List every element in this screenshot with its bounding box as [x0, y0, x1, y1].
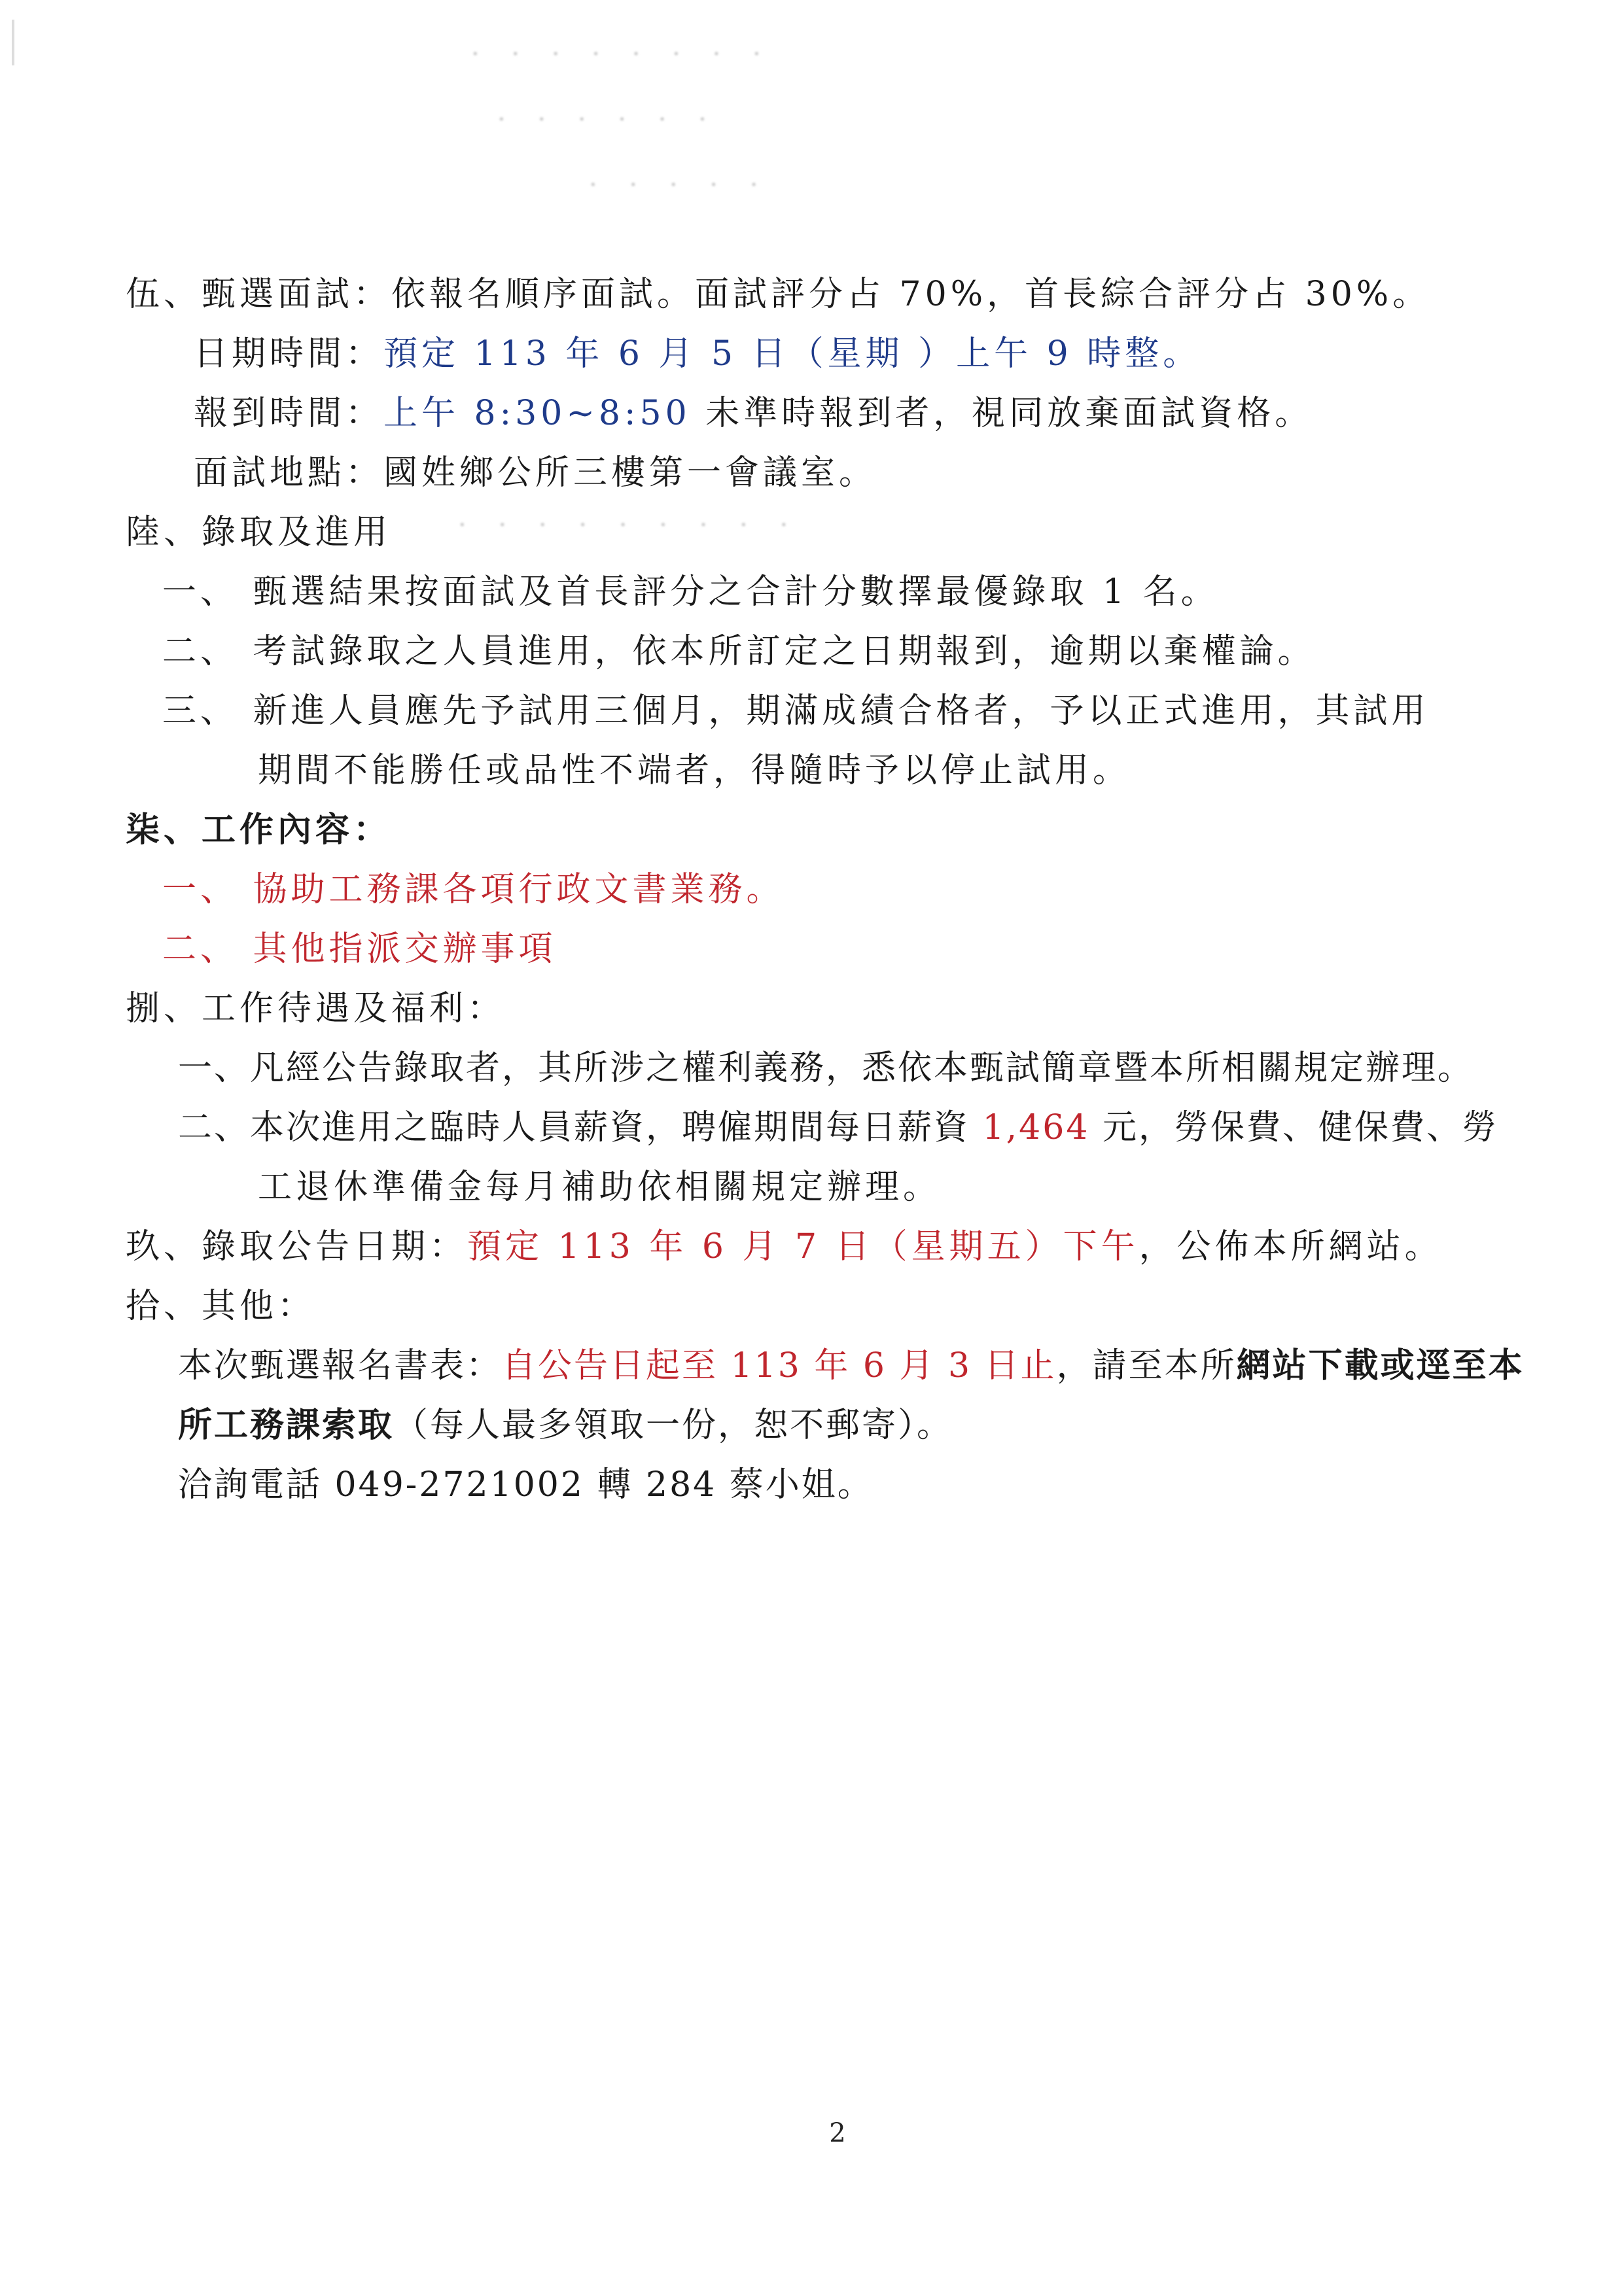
- section-shi-heading: 拾、其他：: [126, 1287, 316, 1326]
- qi-item-1: 一、 協助工務課各項行政文書業務。: [162, 870, 785, 909]
- lu-item-3: 三、 新進人員應先予試用三個月，期滿成績合格者，予以正式進用，其試用: [162, 691, 1430, 731]
- application-form-label: 本次甄選報名書表：: [178, 1346, 503, 1385]
- announcement-date-tail: ，公佈本所網站。: [1139, 1227, 1443, 1266]
- ba-item-2-prefix: 二、本次進用之臨時人員薪資，聘僱期間每日薪資: [178, 1108, 970, 1147]
- lu-item-2: 二、 考試錄取之人員進用，依本所訂定之日期報到，逾期以棄權論。: [162, 632, 1316, 671]
- ba-item-1: 一、凡經公告錄取者，其所涉之權利義務，悉依本甄試簡章暨本所相關規定辦理。: [178, 1049, 1474, 1088]
- contact-phone: 洽詢電話 049-2721002 轉 284 蔡小姐。: [178, 1465, 874, 1505]
- application-form-line: [178, 1342, 1525, 1389]
- lu-item-3-continued: 期間不能勝任或品性不端者，得隨時予以停止試用。: [258, 751, 1131, 790]
- daily-salary-amount: 1,464: [982, 1108, 1090, 1147]
- interview-date-label: 日期時間：: [194, 334, 384, 374]
- ba-item-2: [178, 1104, 1498, 1151]
- report-time-line: [194, 390, 1313, 437]
- bleed-through-mark: · · · · ·: [589, 170, 770, 200]
- qi-item-2: 二、 其他指派交辦事項: [162, 930, 557, 969]
- application-form-source: 網站下載或逕至本: [1236, 1346, 1525, 1385]
- bleed-through-mark: · · · · · ·: [497, 105, 718, 135]
- interview-location: 面試地點：國姓鄉公所三樓第一會議室。: [194, 453, 877, 493]
- report-time-label: 報到時間：: [194, 394, 384, 433]
- application-form-note: （每人最多領取一份，恕不郵寄）。: [394, 1406, 953, 1445]
- scan-edge-mark: [12, 20, 14, 65]
- interview-date-line: [194, 330, 1201, 377]
- section-jiu-line: [126, 1223, 1443, 1270]
- application-form-office: 所工務課索取: [178, 1405, 395, 1445]
- application-form-line-2: [178, 1402, 953, 1449]
- lu-item-1: 一、 甄選結果按面試及首長評分之合計分數擇最優錄取 1 名。: [162, 572, 1219, 612]
- bleed-through-mark: · · · · · · · · ·: [458, 510, 800, 540]
- section-lu-heading: 陸、錄取及進用: [126, 513, 392, 552]
- section-ba-heading: 捌、工作待遇及福利：: [126, 989, 506, 1028]
- announcement-date-value: 預定 113 年 6 月 7 日（星期五）下午: [467, 1227, 1139, 1266]
- application-form-mid: ，請至本所: [1056, 1346, 1237, 1385]
- report-time-note: 未準時報到者，視同放棄面試資格。: [705, 394, 1313, 433]
- bleed-through-mark: · · · · · · · ·: [471, 39, 773, 69]
- announcement-date-label: 玖、錄取公告日期：: [126, 1227, 468, 1266]
- application-period: 自公告日起至 113 年 6 月 3 日止: [502, 1346, 1057, 1385]
- interview-date-value: 預定 113 年 6 月 5 日（星期 ）上午 9 時整。: [383, 334, 1201, 374]
- section-qi-heading: 柒、工作內容：: [126, 810, 392, 850]
- report-time-value: 上午 8:30~8:50: [383, 394, 691, 433]
- ba-item-2-suffix: 元，勞保費、健保費、勞: [1102, 1108, 1498, 1147]
- ba-item-2-continued: 工退休準備金每月補助依相關規定辦理。: [258, 1168, 942, 1207]
- page-number: 2: [829, 2118, 846, 2148]
- section-wu-heading: 伍、甄選面試：依報名順序面試。面試評分占 70%，首長綜合評分占 30%。: [126, 275, 1431, 314]
